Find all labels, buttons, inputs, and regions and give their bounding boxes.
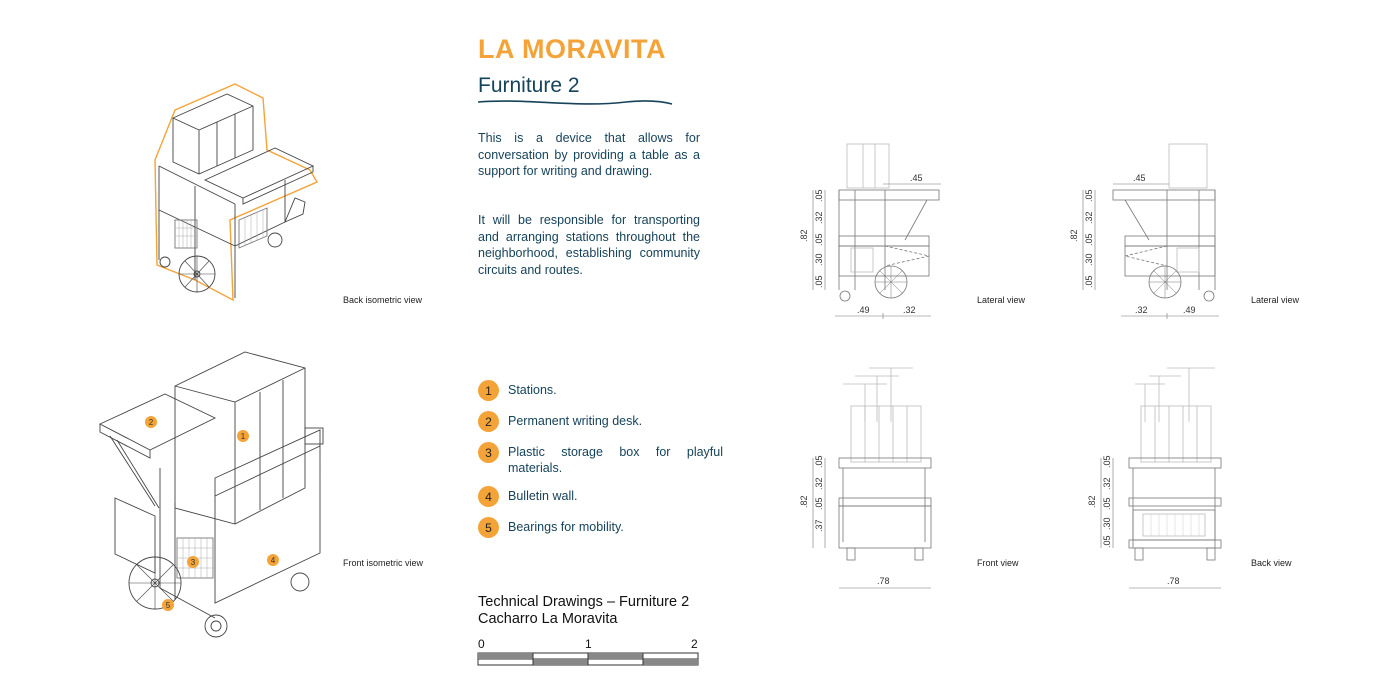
- dim-back-part-3: .05: [1102, 497, 1112, 510]
- dim-back-height-total: .82: [1087, 495, 1097, 508]
- dim-back-part-4: .30: [1102, 517, 1112, 530]
- legend-number-badge: 1: [478, 380, 499, 401]
- legend-text: Permanent writing desk.: [508, 414, 643, 428]
- page-subtitle: Furniture 2: [478, 74, 580, 97]
- front-view-drawing: [795, 362, 955, 597]
- caption-lateral-view-1: Lateral view: [977, 295, 1026, 305]
- dim-lateral-2-part-4: .30: [1084, 253, 1094, 266]
- legend-item: [478, 380, 723, 401]
- dim-lateral-1-part-2: .32: [814, 211, 824, 224]
- callout-3: 3: [190, 558, 196, 567]
- lateral-view-1-drawing: [795, 140, 955, 325]
- lateral-view-2-drawing: [1065, 140, 1230, 325]
- legend-text: Plastic storage box for playful materials.: [508, 445, 723, 475]
- dim-front-height-total: .82: [799, 495, 809, 508]
- caption-back-view: Back view: [1251, 558, 1292, 568]
- caption-lateral-view-2: Lateral view: [1251, 295, 1300, 305]
- legend-number-badge: 3: [478, 442, 499, 463]
- page-title: LA MORAVITA: [478, 34, 666, 64]
- dim-front-part-2: .32: [814, 477, 824, 490]
- scale-label-2: 2: [691, 637, 698, 651]
- dim-lateral-2-bottom-1: .32: [1135, 305, 1148, 315]
- legend-item: [478, 411, 723, 432]
- dim-lateral-1-part-1: .05: [814, 189, 824, 202]
- dim-lateral-2-bottom-2: .49: [1183, 305, 1196, 315]
- dim-lateral-2-part-2: .32: [1084, 211, 1094, 224]
- dim-back-part-2: .32: [1102, 477, 1112, 490]
- dim-back-part-5: .05: [1102, 535, 1112, 548]
- legend-number-badge: 5: [478, 517, 499, 538]
- callout-1: 1: [240, 432, 246, 441]
- technical-line-1: Technical Drawings – Furniture 2: [478, 594, 690, 610]
- caption-front-view: Front view: [977, 558, 1019, 568]
- dim-lateral-2-part-3: .05: [1084, 233, 1094, 246]
- scale-bar: [477, 651, 701, 667]
- technical-line-2: Cacharro La Moravita: [478, 611, 618, 627]
- dim-lateral-2-height-total: .82: [1069, 229, 1079, 242]
- dim-lateral-1-bottom-1: .49: [857, 305, 870, 315]
- dim-lateral-1-part-5: .05: [814, 275, 824, 288]
- dim-lateral-2-top: .45: [1133, 173, 1146, 183]
- back-isometric-drawing: [135, 70, 335, 310]
- callout-2: 2: [148, 418, 154, 427]
- dim-lateral-1-bottom-2: .32: [903, 305, 916, 315]
- callout-4: 4: [270, 556, 276, 565]
- front-isometric-drawing: [95, 338, 335, 643]
- legend-number-badge: 2: [478, 411, 499, 432]
- back-view-drawing: [1065, 362, 1230, 597]
- dim-front-part-3: .05: [814, 497, 824, 510]
- dim-back-part-1: .05: [1102, 455, 1112, 468]
- legend-text: Stations.: [508, 383, 557, 397]
- dim-back-bottom: .78: [1167, 576, 1180, 586]
- technical-drawings-title: [478, 594, 689, 628]
- description-paragraph-2: It will be responsible for transporting and arranging stations throughout the neighborhood, establishing community circuits and routes.: [478, 213, 700, 277]
- dim-front-part-4: .37: [814, 519, 824, 532]
- legend-item: [478, 486, 723, 507]
- scale-label-1: 1: [585, 637, 592, 651]
- dim-lateral-2-part-1: .05: [1084, 189, 1094, 202]
- dim-lateral-2-part-5: .05: [1084, 275, 1094, 288]
- dim-front-bottom: .78: [877, 576, 890, 586]
- title-underline-wave: [476, 96, 676, 110]
- component-legend: [478, 380, 723, 548]
- dim-lateral-1-height-total: .82: [799, 229, 809, 242]
- dim-lateral-1-top: .45: [910, 173, 923, 183]
- callout-5: 5: [165, 601, 171, 610]
- caption-back-isometric: Back isometric view: [343, 295, 423, 305]
- legend-item: [478, 517, 723, 538]
- legend-text: Bearings for mobility.: [508, 520, 624, 534]
- legend-item: [478, 442, 723, 476]
- scale-label-0: 0: [478, 637, 485, 651]
- legend-text: Bulletin wall.: [508, 489, 578, 503]
- dim-lateral-1-part-3: .05: [814, 233, 824, 246]
- description-paragraph-1: This is a device that allows for conversation by providing a table as a support for writing and drawing.: [478, 131, 700, 178]
- dim-lateral-1-part-4: .30: [814, 253, 824, 266]
- dim-front-part-1: .05: [814, 455, 824, 468]
- legend-number-badge: 4: [478, 486, 499, 507]
- caption-front-isometric: Front isometric view: [343, 558, 424, 568]
